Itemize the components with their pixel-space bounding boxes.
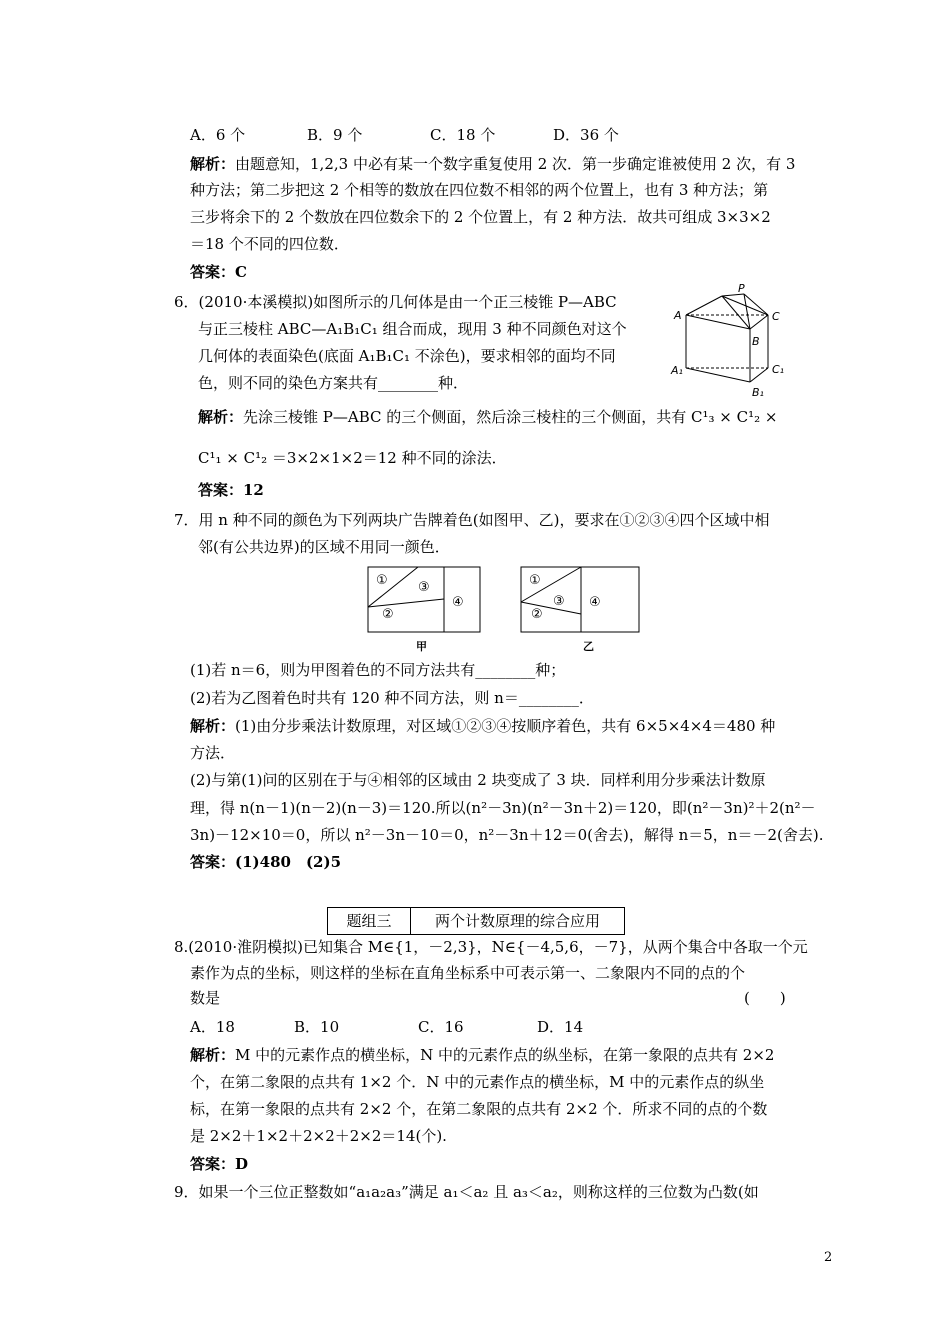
vertex-label: P: [738, 282, 745, 295]
vertex-label: A₁: [671, 364, 683, 377]
analysis-text: (1)由分步乘法计数原理，对区域①②③④按顺序着色，共有 6×5×4×4＝480 种: [235, 717, 776, 735]
option-b: B．9 个: [307, 126, 363, 144]
q7-analysis-line: 3n)－12×10＝0，所以 n²－3n－10＝0，n²－3n＋12＝0(舍去)，解得 n＝5，n＝－2(舍去).: [190, 826, 824, 844]
q8-line: 8.(2010·淮阴模拟)已知集合 M∈{1，－2,3}，N∈{－4,5,6，－7}，从两个集合中各取一个元: [174, 938, 808, 956]
vertex-label: A: [674, 309, 682, 322]
section-label: 题组三: [328, 908, 411, 934]
region-label: ①: [529, 573, 541, 588]
q7-line: 7．用 n 种不同的颜色为下列两块广告牌着色(如图甲、乙)，要求在①②③④四个区域中相: [174, 511, 770, 529]
section-title: 两个计数原理的综合应用: [434, 912, 600, 930]
vertex-label: C: [772, 310, 780, 323]
q7-analysis-line: (2)与第(1)问的区别在于与④相邻的区域由 2 块变成了 3 块．同样利用分步乘法计数原: [190, 771, 766, 789]
option-d: D．14: [537, 1018, 584, 1036]
analysis-label: 解析：: [190, 1046, 236, 1064]
q8-analysis-line: 个，在第二象限的点共有 1×2 个．N 中的元素作点的横坐标，M 中的元素作点的纵坐: [190, 1073, 765, 1091]
q7-analysis-line: 理，得 n(n－1)(n－2)(n－3)＝120.所以(n²－3n)(n²－3n＋2)＝120，即(n²－3n)²＋2(n²－: [190, 799, 816, 817]
option-b: B．10: [294, 1018, 340, 1036]
vertex-label: B₁: [752, 386, 764, 399]
option-d: D．36 个: [553, 126, 619, 144]
vertex-label: B: [752, 335, 760, 348]
region-label: ④: [589, 595, 601, 610]
region-label: ④: [452, 595, 464, 610]
analysis-text: M 中的元素作点的横坐标，N 中的元素作点的纵坐标，在第一象限的点共有 2×2: [235, 1046, 775, 1064]
analysis-text: 先涂三棱锥 P—ABC 的三个侧面，然后涂三棱柱的三个侧面，共有 C¹₃ × C¹₂ ×: [243, 408, 778, 426]
q8-analysis-line: 是 2×2＋1×2＋2×2＋2×2＝14(个).: [190, 1127, 447, 1145]
q8-analysis-line: [190, 1045, 774, 1065]
q5-analysis-line: 三步将余下的 2 个数放在四位数余下的 2 个位置上，有 2 种方法．故共可组成 3×3×2: [190, 208, 771, 226]
q6-analysis-line: [198, 407, 777, 427]
q8-analysis-line: 标，在第一象限的点共有 2×2 个，在第二象限的点共有 2×2 个．所求不同的点的个数: [190, 1100, 768, 1118]
page-number: 2: [824, 1250, 833, 1265]
q8-answer: 答案：D: [190, 1155, 249, 1173]
q5-analysis-line: [190, 154, 795, 174]
q8-line: 素作为点的坐标，则这样的坐标在直角坐标系中可表示第一、二象限内不同的点的个: [190, 964, 746, 982]
q7-analysis-line: [190, 716, 775, 736]
q6-line: 色，则不同的染色方案共有________种．: [198, 374, 469, 392]
analysis-label: 解析：: [190, 717, 236, 735]
analysis-label: 解析：: [198, 408, 244, 426]
option-c: C．18 个: [430, 126, 496, 144]
q6-line: 6．(2010·本溪模拟)如图所示的几何体是由一个正三棱锥 P—ABC: [174, 293, 617, 311]
q5-analysis-line: ＝18 个不同的四位数．: [190, 235, 349, 253]
q6-analysis-line: C¹₁ × C¹₂ ＝3×2×1×2＝12 种不同的涂法．: [198, 449, 507, 467]
q5-analysis-line: 种方法；第二步把这 2 个相等的数放在四位数不相邻的两个位置上，也有 3 种方法；第: [190, 181, 769, 199]
analysis-label: 解析：: [190, 155, 236, 173]
q6-solid-figure: [668, 282, 798, 400]
option-a: A．6 个: [190, 126, 246, 144]
section-header: [327, 907, 625, 935]
q7-line: 邻(有公共边界)的区域不用同一颜色．: [198, 538, 450, 556]
answer-bracket: ( ): [744, 989, 786, 1007]
region-label: ②: [531, 607, 543, 622]
figure-caption: 甲: [416, 640, 427, 653]
q9-line: 9．如果一个三位正整数如“a₁a₂a₃”满足 a₁＜a₂ 且 a₃＜a₂，则称这样的三位数为凸数(如: [174, 1183, 759, 1201]
q8-line: 数是: [190, 989, 221, 1007]
q7-sub-question: (1)若 n＝6，则为甲图着色的不同方法共有________种；: [190, 661, 566, 679]
option-c: C．16: [418, 1018, 464, 1036]
analysis-text: 由题意知，1,2,3 中必有某一个数字重复使用 2 次．第一步确定谁被使用 2 次，有 3: [235, 155, 796, 173]
q5-answer: 答案：C: [190, 263, 247, 281]
q6-line: 几何体的表面染色(底面 A₁B₁C₁ 不涂色)，要求相邻的面均不同: [198, 347, 616, 365]
region-label: ①: [376, 573, 388, 588]
q7-figure-jia: [366, 566, 484, 656]
q6-answer: 答案：12: [198, 481, 264, 499]
figure-caption: 乙: [583, 640, 594, 653]
q7-figure-yi: [519, 566, 643, 656]
q7-answer: 答案：(1)480 (2)5: [190, 853, 342, 871]
region-label: ②: [382, 607, 394, 622]
vertex-label: C₁: [772, 363, 785, 376]
option-a: A．18: [190, 1018, 235, 1036]
q7-sub-question: (2)若为乙图着色时共有 120 种不同方法，则 n＝________．: [190, 689, 594, 707]
q7-analysis-line: 方法．: [190, 744, 236, 762]
q6-line: 与正三棱柱 ABC—A₁B₁C₁ 组合而成，现用 3 种不同颜色对这个: [198, 320, 627, 338]
region-label: ③: [553, 594, 565, 609]
region-label: ③: [418, 580, 430, 595]
